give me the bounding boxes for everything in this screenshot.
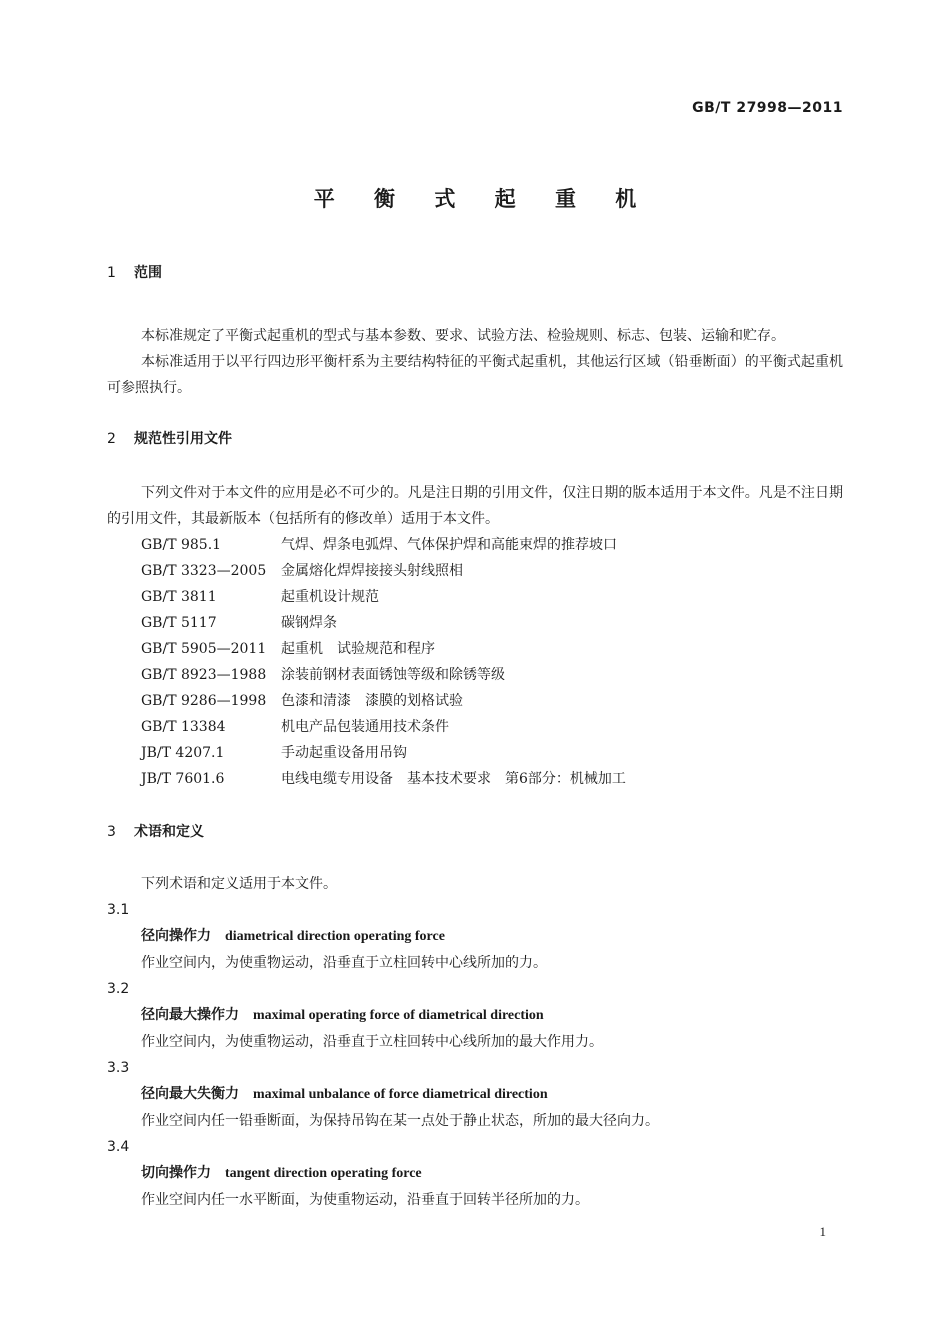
term-number: 3.2: [107, 981, 130, 997]
term-number: 3.4: [107, 1139, 130, 1155]
term-name: [107, 923, 843, 950]
reference-code: GB/T 5905—2011: [141, 641, 267, 657]
page-number: 1: [819, 1224, 826, 1239]
term-entry: [107, 1055, 843, 1134]
term-name-en: maximal operating force of diametrical direction: [253, 1008, 544, 1023]
term-definition: 作业空间内任一铅垂断面，为保持吊钩在某一点处于静止状态，所加的最大径向力。: [141, 1113, 659, 1129]
reference-code: GB/T 5117: [141, 615, 217, 631]
reference-item: [107, 558, 843, 584]
section-title: 术语和定义: [134, 824, 204, 840]
term-number: 3.1: [107, 902, 130, 918]
reference-item: [107, 584, 843, 610]
reference-name: 涂装前钢材表面锈蚀等级和除锈等级: [281, 667, 505, 683]
section-heading-references: [107, 429, 843, 449]
term-definition: 作业空间内，为使重物运动，沿垂直于立柱回转中心线所加的最大作用力。: [141, 1034, 603, 1050]
term-number: 3.3: [107, 1060, 130, 1076]
reference-name: 金属熔化焊焊接接头射线照相: [281, 563, 463, 579]
term-name-zh: 径向最大操作力: [141, 1007, 239, 1023]
reference-name: 起重机 试验规范和程序: [281, 641, 435, 657]
term-name: [107, 1160, 843, 1187]
document-body: [107, 263, 843, 1213]
term-name-en: maximal unbalance of force diametrical direction: [253, 1087, 548, 1102]
term-entry: [107, 897, 843, 976]
reference-item: [107, 532, 843, 558]
section-number: 2: [107, 431, 116, 447]
terms-intro: 下列术语和定义适用于本文件。: [141, 876, 337, 892]
section-heading-scope: [107, 263, 843, 283]
reference-code: GB/T 13384: [141, 719, 226, 735]
reference-code: GB/T 985.1: [141, 537, 222, 553]
term-name-en: tangent direction operating force: [225, 1166, 422, 1181]
references-intro: 下列文件对于本文件的应用是必不可少的。凡是注日期的引用文件，仅注日期的版本适用于本文件。凡是不注日期的引用文件，其最新版本（包括所有的修改单）适用于本文件。: [107, 485, 843, 527]
term-definition: 作业空间内，为使重物运动，沿垂直于立柱回转中心线所加的力。: [141, 955, 547, 971]
reference-item: [107, 662, 843, 688]
standard-code: GB/T 27998—2011: [692, 100, 843, 116]
reference-code: JB/T 7601.6: [141, 771, 225, 787]
term-definition: 作业空间内任一水平断面，为使重物运动，沿垂直于回转半径所加的力。: [141, 1192, 589, 1208]
term-entry: [107, 976, 843, 1055]
reference-name: 色漆和清漆 漆膜的划格试验: [281, 693, 463, 709]
scope-paragraph: 本标准适用于以平行四边形平衡杆系为主要结构特征的平衡式起重机，其他运行区域（铅垂断面）的平衡式起重机可参照执行。: [107, 354, 843, 396]
term-entry: [107, 1134, 843, 1213]
reference-list: [107, 532, 843, 792]
reference-code: GB/T 9286—1998: [141, 693, 267, 709]
section-heading-terms: [107, 822, 843, 842]
document-title: 平 衡 式 起 重 机: [313, 187, 653, 211]
reference-name: 碳钢焊条: [281, 615, 337, 631]
reference-code: JB/T 4207.1: [141, 745, 225, 761]
reference-code: GB/T 3323—2005: [141, 563, 267, 579]
reference-name: 机电产品包装通用技术条件: [281, 719, 449, 735]
reference-code: GB/T 8923—1988: [141, 667, 267, 683]
scope-paragraph: 本标准规定了平衡式起重机的型式与基本参数、要求、试验方法、检验规则、标志、包装、运输和贮存。: [141, 328, 785, 344]
reference-code: GB/T 3811: [141, 589, 217, 605]
reference-item: [107, 610, 843, 636]
section-number: 3: [107, 824, 116, 840]
reference-item: [107, 636, 843, 662]
reference-name: 起重机设计规范: [281, 589, 379, 605]
term-name-zh: 径向操作力: [141, 928, 211, 944]
term-name: [107, 1081, 843, 1108]
reference-item: [107, 688, 843, 714]
section-number: 1: [107, 265, 116, 281]
reference-item: [107, 766, 843, 792]
reference-item: [107, 740, 843, 766]
term-name-zh: 径向最大失衡力: [141, 1086, 239, 1102]
reference-item: [107, 714, 843, 740]
term-name-en: diametrical direction operating force: [225, 929, 445, 944]
term-name-zh: 切向操作力: [141, 1165, 211, 1181]
term-name: [107, 1002, 843, 1029]
section-title: 范围: [134, 265, 162, 281]
section-title: 规范性引用文件: [134, 431, 232, 447]
reference-name: 手动起重设备用吊钩: [281, 745, 407, 761]
reference-name: 电线电缆专用设备 基本技术要求 第6部分：机械加工: [281, 771, 626, 787]
reference-name: 气焊、焊条电弧焊、气体保护焊和高能束焊的推荐坡口: [281, 537, 617, 553]
